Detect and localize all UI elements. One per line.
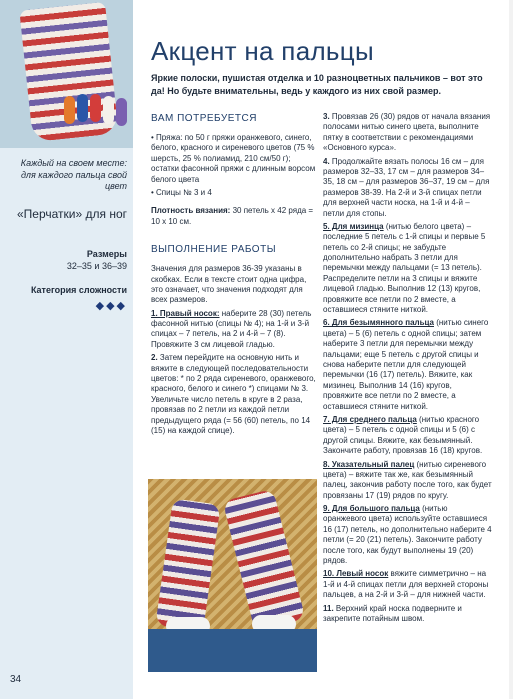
step-9: [323, 504, 493, 566]
sizes-label: Размеры: [86, 249, 127, 259]
gauge: [151, 206, 316, 227]
step-11-label: 11.: [323, 603, 334, 613]
difficulty-diamond-icons: ◆◆◆: [95, 300, 127, 312]
step-1: [151, 309, 316, 351]
step-6-label: 6. Для безымянного пальца: [323, 318, 434, 328]
right-column: [323, 112, 493, 627]
materials-heading: ВАМ ПОТРЕБУЕТСЯ: [151, 113, 257, 124]
gauge-label: Плотность вязания:: [151, 206, 231, 216]
socks-photo-bottom: [148, 479, 317, 672]
work-heading: ВЫПОЛНЕНИЕ РАБОТЫ: [151, 244, 277, 256]
step-6-text: (нитью синего цвета) – 5 (6) петель с одной спицы; затем наберите 3 петли для перемычки между пальцами; еще 5 петель с другой спицы и снова наберите петли для следующей перемычки (16 (17) петель). Вяжите, как мизинец. Выполнив 14 (16) кругов, провяжите все петли по 2 вместе, а оставшиеся стяните ниткой.: [323, 318, 489, 411]
step-9-text: (нитью оранжевого цвета) используйте оставшиеся 16 (17) петель, но дополнительно наберите 4 петли (= 20 (21) петель). Закончите работу после того, как будут выполнены 19 (20) рядов.: [323, 504, 492, 566]
step-8-text: (нитью сиреневого цвета) – вяжите так же, как безымянный палец, закончив работу после того, как будет провязаны 17 (19) рядов по кругу.: [323, 459, 492, 500]
left-column: [151, 112, 316, 439]
step-8: [323, 460, 493, 502]
step-2-text: Затем перейдите на основную нить и вяжите в следующей последовательности цветов: * по 2 ряда сиреневого, оранжевого, красного, белого и синего *) спицами № 3. Увеличьте число петель в круге в 2 раза, провязав по 2 петли из каждой петли предыдущего ряда (= 56 (60) петель, по 14 (15) на каждой спице).: [151, 353, 316, 435]
work-intro: Значения для размеров 36-39 указаны в скобках. Если в тексте стоит одна цифра, это означает, что значения подходят для всех размеров.: [151, 264, 307, 305]
step-6: [323, 318, 493, 412]
step-5-text: (нитью белого цвета) – последние 5 петель с 1-й спицы и первые 5 петель со 2-й спицы; не забудьте дополнительно набрать 3 петли для перемычки между пальцами (= 13 петель). Распределите петли на 3 спицы и вяжите лицевой гладью. Выполнив 12 (13) кругов, провяжите все петли по 2 вместе, а оставшиеся стяните ниткой.: [323, 221, 486, 315]
sizes-values: 32–35 и 36–39: [66, 261, 127, 271]
product-name: «Перчатки» для ног: [16, 207, 127, 221]
materials-yarn: • Пряжа: по 50 г пряжи оранжевого, синего, белого, красного и сиреневого цветов (75 % шерсть, 25 % полиамид, 210 см/50 г); остатки фасонной пряжи с длинным ворсом белого цвета: [151, 133, 316, 184]
step-4-label: 4.: [323, 156, 330, 166]
step-10: [323, 569, 493, 600]
step-4-text: Продолжайте вязать полосы 16 см – для размеров 32–33, 17 см – для размеров 34–35, 18 см – для размеров 36–37, 19 см – для размеров 38-39. На 2-й и 3-й спицах петли для верхней части носка, на 1-й и 4-й – петли для стопы.: [323, 156, 490, 218]
lead-paragraph: Яркие полоски, пушистая отделка и 10 разноцветных пальчиков – вот это да! Но будьте внимательны, ведь у каждого из них свой размер.: [151, 73, 483, 96]
page-title: Акцент на пальцы: [151, 36, 374, 66]
materials-needles: • Спицы № 3 и 4: [151, 187, 212, 197]
step-5: [323, 222, 493, 316]
step-2-label: 2.: [151, 353, 158, 363]
step-7-text: (нитью красного цвета) – 5 петель с одной спицы и 5 (6) с другой спицы. Вяжите, как безымянный. Закончите работу, провязав 16 (18) кругов.: [323, 414, 483, 456]
photo-caption: Каждый на своем месте: для каждого пальца свой цвет: [20, 158, 127, 192]
step-3: [323, 112, 493, 154]
step-10-text: вяжите симметрично – на 1-й и 4-й спицах петли для верхней стороны пальцев, а на 2-й и 3-й – для нижней части.: [323, 569, 489, 600]
step-11-text: Верхний край носка подверните и закрепите потайным швом.: [323, 603, 462, 623]
step-8-label: 8. Указательный палец: [323, 459, 415, 469]
step-7-label: 7. Для среднего пальца: [323, 414, 417, 424]
sock-photo-top: [0, 0, 133, 148]
step-3-label: 3.: [323, 112, 330, 121]
step-11: [323, 604, 493, 625]
step-9-label: 9. Для большого пальца: [323, 504, 420, 514]
page-edge: [509, 0, 513, 699]
difficulty-label: Категория сложности: [30, 285, 127, 295]
jeans-image: [148, 629, 317, 672]
step-1-label: 1. Правый носок:: [151, 308, 220, 318]
step-5-label: 5. Для мизинца: [323, 221, 384, 231]
gauge-text: 30 петель x 42 ряда = 10 x 10 см.: [151, 206, 314, 226]
step-2: [151, 353, 316, 436]
step-1-text: наберите 28 (30) петель фасонной нитью (спицы № 4); на 1-й и 3-й спицах – 7 петель, на 2 и 4-й – 7 (8). Провяжите 3 см лицевой гладью.: [151, 308, 312, 349]
step-3-text: Провязав 26 (30) рядов от начала вязания полосами нитью синего цвета, выполните пятку в соответствии с рекомендациями «Основного курса».: [323, 112, 491, 153]
sidebar: [0, 0, 133, 699]
toes-image: [64, 94, 132, 124]
step-7: [323, 415, 493, 457]
step-4: [323, 157, 493, 219]
step-10-label: 10. Левый носок: [323, 569, 389, 579]
page-number: 34: [10, 674, 22, 685]
